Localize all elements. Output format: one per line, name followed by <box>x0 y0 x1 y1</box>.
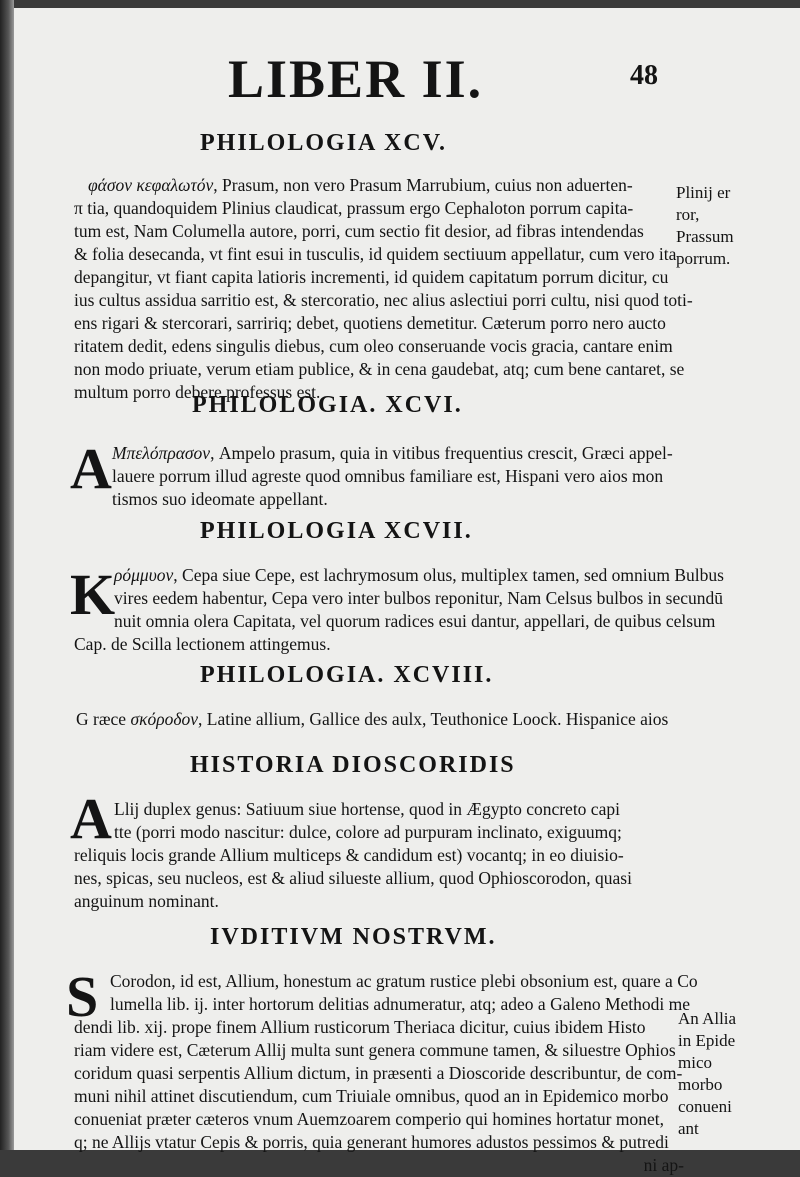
body-line: multum porro debere professus est. <box>74 382 321 402</box>
marginal-note-xcv: Plinij er ror, Prassum porrum. <box>676 183 734 268</box>
body-line: lauere porrum illud agreste quod omnibus familiare est, Hispani vero aios mon <box>112 466 664 486</box>
section-heading-historia: HISTORIA DIOSCORIDIS <box>190 752 516 778</box>
section-heading-xcvi: PHILOLOGIA. XCVI. <box>192 392 463 418</box>
marginal-note-iuditium: An Allia in Epide mico morbo conueni ant <box>678 1009 737 1138</box>
body-line: coridum quasi serpentis Allium dictum, in præsenti a Dioscoride describuntur, de com- <box>74 1063 683 1083</box>
greek-term: ρόμμυον <box>114 565 174 585</box>
body-line: ius cultus assidua sarritio est, & stercoratio, nec alius aslectiui porri cultu, nisi quod toti- <box>74 290 693 310</box>
body-line: nes, spicas, seu nucleos, est & aliud silueste allium, quod Ophioscorodon, quasi <box>74 868 632 888</box>
section-body-xcv <box>74 174 693 404</box>
section-heading-iuditium: IVDITIVM NOSTRVM. <box>210 924 497 950</box>
body-line: depangitur, vt fiant capita latioris incrementi, id quidem capitatum porrum dicitur, cu <box>74 267 669 287</box>
body-line: dendi lib. xij. prope finem Allium rusticorum Theriaca dicitur, cuius ibidem Histo <box>74 1017 646 1037</box>
book-page <box>14 8 800 1175</box>
section-body-xcvii <box>74 564 724 656</box>
body-line: vires eedem habentur, Cepa vero inter bulbos reponitur, Nam Celsus bulbos in secundū <box>114 588 724 608</box>
section-body-xcviii <box>76 708 696 731</box>
body-line: conueniat præter cæteros vnum Auemzoarem comperio qui homines hortatur monet, <box>74 1109 664 1129</box>
drop-cap: A <box>70 436 112 501</box>
body-line: reliquis locis grande Allium multiceps & candidum est) vocantq; in eo diuisio- <box>74 845 624 865</box>
body-line: tte (porri modo nascitur: dulce, colore ad purpuram inclinato, exiguumq; <box>114 822 622 842</box>
drop-cap: K <box>70 562 116 627</box>
section-heading-xcvii: PHILOLOGIA XCVII. <box>200 518 473 544</box>
body-line: ritatem dedit, edens singulis diebus, cum oleo conseruande vocis gracia, cantare enim <box>74 336 673 356</box>
body-line: lumella lib. ij. inter hortorum delitias adnumeratur, atq; adeo a Galeno Methodi me <box>110 994 691 1014</box>
body-line: Corodon, id est, Allium, honestum ac gratum rustice plebi obsonium est, quare a Co <box>110 971 698 991</box>
drop-cap: A <box>70 786 112 851</box>
section-body-xcvi <box>112 442 672 511</box>
body-line: ni ap- <box>643 1155 684 1175</box>
greek-term: φάσον κεφαλωτόν <box>88 175 214 195</box>
body-line: Μπελόπρασον, Ampelo prasum, quia in vitibus frequentius crescit, Græci appel- <box>112 443 673 463</box>
page-binding-shadow <box>0 0 14 1150</box>
body-line: π tia, quandoquidem Plinius claudicat, prassum ergo Cephaloton porrum capita- <box>74 198 634 218</box>
greek-term: σκόροδον <box>130 709 199 729</box>
body-line: Cap. de Scilla lectionem attingemus. <box>74 634 331 654</box>
body-line: & folia desecanda, vt fint esui in tusculis, id quidem sectiuum appellatur, cum vero ita <box>74 244 677 264</box>
body-line: ens rigari & stercorari, sarririq; debet, quotiens demetitur. Cæterum porro nero aucto <box>74 313 666 333</box>
body-line: non modo priuate, verum etiam publice, & in cena gaudebat, atq; cum bene cantaret, se <box>74 359 685 379</box>
running-head: LIBER II. <box>228 49 484 109</box>
section-body-iuditium <box>74 970 698 1177</box>
body-line: Llij duplex genus: Satiuum siue hortense, quod in Ægypto concreto capi <box>114 799 620 819</box>
section-body-historia <box>74 798 704 913</box>
body-line: riam videre est, Cæterum Allij multa sunt genera commune tamen, & siluestre Ophios <box>74 1040 676 1060</box>
section-heading-xcviii: PHILOLOGIA. XCVIII. <box>200 662 494 688</box>
body-line: muni nihil attinet discutiendum, cum Triuiale omnibus, quod an in Epidemico morbo <box>74 1086 669 1106</box>
folio-number: 48 <box>630 60 658 91</box>
body-line: anguinum nominant. <box>74 891 219 911</box>
greek-term: Μπελόπρασον <box>112 443 211 463</box>
body-line: q; ne Allijs vtatur Cepis & porris, quia generant humores adustos pessimos & putredi <box>74 1132 669 1152</box>
bleed-through-text <box>74 126 78 147</box>
body-line: ρόμμυον, Cepa siue Cepe, est lachrymosum olus, multiplex tamen, sed omnium Bulbus <box>114 565 724 585</box>
body-line: tismos suo ideomate appellant. <box>112 489 328 509</box>
body-line: G ræce σκόροδον, Latine allium, Gallice des aulx, Teuthonice Loock. Hispanice aios <box>76 709 669 729</box>
section-heading-xcv: PHILOLOGIA XCV. <box>200 130 447 156</box>
body-line: nuit omnia olera Capitata, vel quorum radices esui dantur, appellari, de quibus celsum <box>114 611 716 631</box>
body-line: φάσον κεφαλωτόν, Prasum, non vero Prasum Marrubium, cuius non aduerten- <box>88 175 633 195</box>
drop-cap: S <box>66 964 99 1029</box>
body-line: tum est, Nam Columella autore, porri, cum sectio fit desior, ad fibras intendendas <box>74 221 644 241</box>
